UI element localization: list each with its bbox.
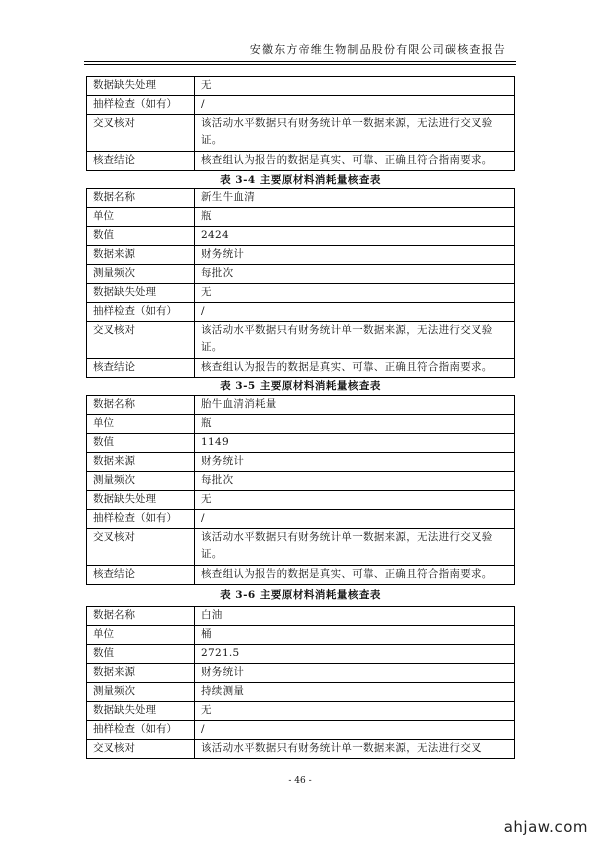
row-label: 数据来源 [87, 246, 195, 265]
table-row [87, 415, 515, 434]
row-label: 数据名称 [87, 396, 195, 415]
site-watermark: ahjaw.com [503, 818, 588, 836]
row-label: 交叉核对 [87, 115, 195, 152]
row-label: 抽样检查（如有） [87, 303, 195, 322]
row-value: 持续测量 [195, 683, 515, 702]
row-label: 数据名称 [87, 607, 195, 626]
table-row [87, 227, 515, 246]
header-rule-top [84, 61, 516, 62]
row-value: 无 [195, 77, 515, 96]
row-value: 胎牛血清消耗量 [195, 396, 515, 415]
table-row [87, 246, 515, 265]
report-header-title: 安徽东方帝维生物制品股份有限公司碳核查报告 [249, 43, 506, 56]
row-value: 该活动水平数据只有财务统计单一数据来源，无法进行交叉验证。 [195, 529, 515, 566]
table-row [87, 303, 515, 322]
row-label: 交叉核对 [87, 529, 195, 566]
row-value: 该活动水平数据只有财务统计单一数据来源，无法进行交叉 [195, 740, 515, 759]
row-label: 单位 [87, 208, 195, 227]
table-row [87, 115, 515, 152]
table-row [87, 702, 515, 721]
row-label: 抽样检查（如有） [87, 96, 195, 115]
table-row [87, 491, 515, 510]
row-label: 交叉核对 [87, 322, 195, 359]
table-row [87, 152, 515, 171]
row-label: 数据来源 [87, 664, 195, 683]
table-row [87, 284, 515, 303]
table-3-6 [86, 606, 515, 759]
row-value: 白油 [195, 607, 515, 626]
table-row [87, 265, 515, 284]
table-row [87, 566, 515, 585]
row-label: 数据缺失处理 [87, 284, 195, 303]
row-value: 财务统计 [195, 453, 515, 472]
table-row [87, 396, 515, 415]
row-label: 单位 [87, 415, 195, 434]
row-value: 每批次 [195, 265, 515, 284]
row-value: 财务统计 [195, 664, 515, 683]
header-rule-bottom [84, 64, 516, 65]
row-value: 新生牛血清 [195, 189, 515, 208]
row-value: 瓶 [195, 208, 515, 227]
row-value: / [195, 303, 515, 322]
row-label: 核查结论 [87, 359, 195, 378]
row-value: 每批次 [195, 472, 515, 491]
row-value: 无 [195, 702, 515, 721]
table-row [87, 510, 515, 529]
row-value: / [195, 510, 515, 529]
row-value: 无 [195, 491, 515, 510]
table-row [87, 208, 515, 227]
table-row [87, 626, 515, 645]
row-value: 该活动水平数据只有财务统计单一数据来源，无法进行交叉验证。 [195, 115, 515, 152]
table-row [87, 472, 515, 491]
table-row [87, 529, 515, 566]
row-value: / [195, 96, 515, 115]
table-row [87, 664, 515, 683]
row-label: 数值 [87, 227, 195, 246]
row-label: 核查结论 [87, 566, 195, 585]
row-label: 数值 [87, 645, 195, 664]
row-label: 数值 [87, 434, 195, 453]
table-row [87, 359, 515, 378]
row-label: 核查结论 [87, 152, 195, 171]
table-prev-continuation [86, 76, 515, 171]
row-value: 桶 [195, 626, 515, 645]
row-value: / [195, 721, 515, 740]
row-label: 数据名称 [87, 189, 195, 208]
table-row [87, 607, 515, 626]
row-value: 2424 [195, 227, 515, 246]
row-label: 交叉核对 [87, 740, 195, 759]
table-row [87, 77, 515, 96]
table-row [87, 740, 515, 759]
row-label: 数据缺失处理 [87, 491, 195, 510]
row-value: 核查组认为报告的数据是真实、可靠、正确且符合指南要求。 [195, 152, 515, 171]
table-row [87, 645, 515, 664]
table-3-6-caption: 表 3-6 主要原材料消耗量核查表 [220, 589, 381, 601]
row-value: 财务统计 [195, 246, 515, 265]
row-label: 抽样检查（如有） [87, 721, 195, 740]
row-label: 数据来源 [87, 453, 195, 472]
table-3-5-caption: 表 3-5 主要原材料消耗量核查表 [220, 380, 381, 392]
table-3-4 [86, 188, 515, 378]
table-3-4-caption: 表 3-4 主要原材料消耗量核查表 [220, 174, 381, 186]
row-value: 2721.5 [195, 645, 515, 664]
row-value: 瓶 [195, 415, 515, 434]
table-row [87, 721, 515, 740]
row-label: 抽样检查（如有） [87, 510, 195, 529]
row-label: 单位 [87, 626, 195, 645]
table-row [87, 683, 515, 702]
page-number: - 46 - [288, 776, 312, 786]
table-row [87, 189, 515, 208]
row-value: 核查组认为报告的数据是真实、可靠、正确且符合指南要求。 [195, 359, 515, 378]
row-value: 核查组认为报告的数据是真实、可靠、正确且符合指南要求。 [195, 566, 515, 585]
table-row [87, 434, 515, 453]
row-value: 该活动水平数据只有财务统计单一数据来源，无法进行交叉验证。 [195, 322, 515, 359]
row-label: 数据缺失处理 [87, 77, 195, 96]
row-value: 1149 [195, 434, 515, 453]
table-row [87, 453, 515, 472]
table-3-5 [86, 395, 515, 585]
row-label: 测量频次 [87, 472, 195, 491]
row-label: 数据缺失处理 [87, 702, 195, 721]
table-row [87, 322, 515, 359]
row-label: 测量频次 [87, 265, 195, 284]
table-row [87, 96, 515, 115]
row-label: 测量频次 [87, 683, 195, 702]
row-value: 无 [195, 284, 515, 303]
